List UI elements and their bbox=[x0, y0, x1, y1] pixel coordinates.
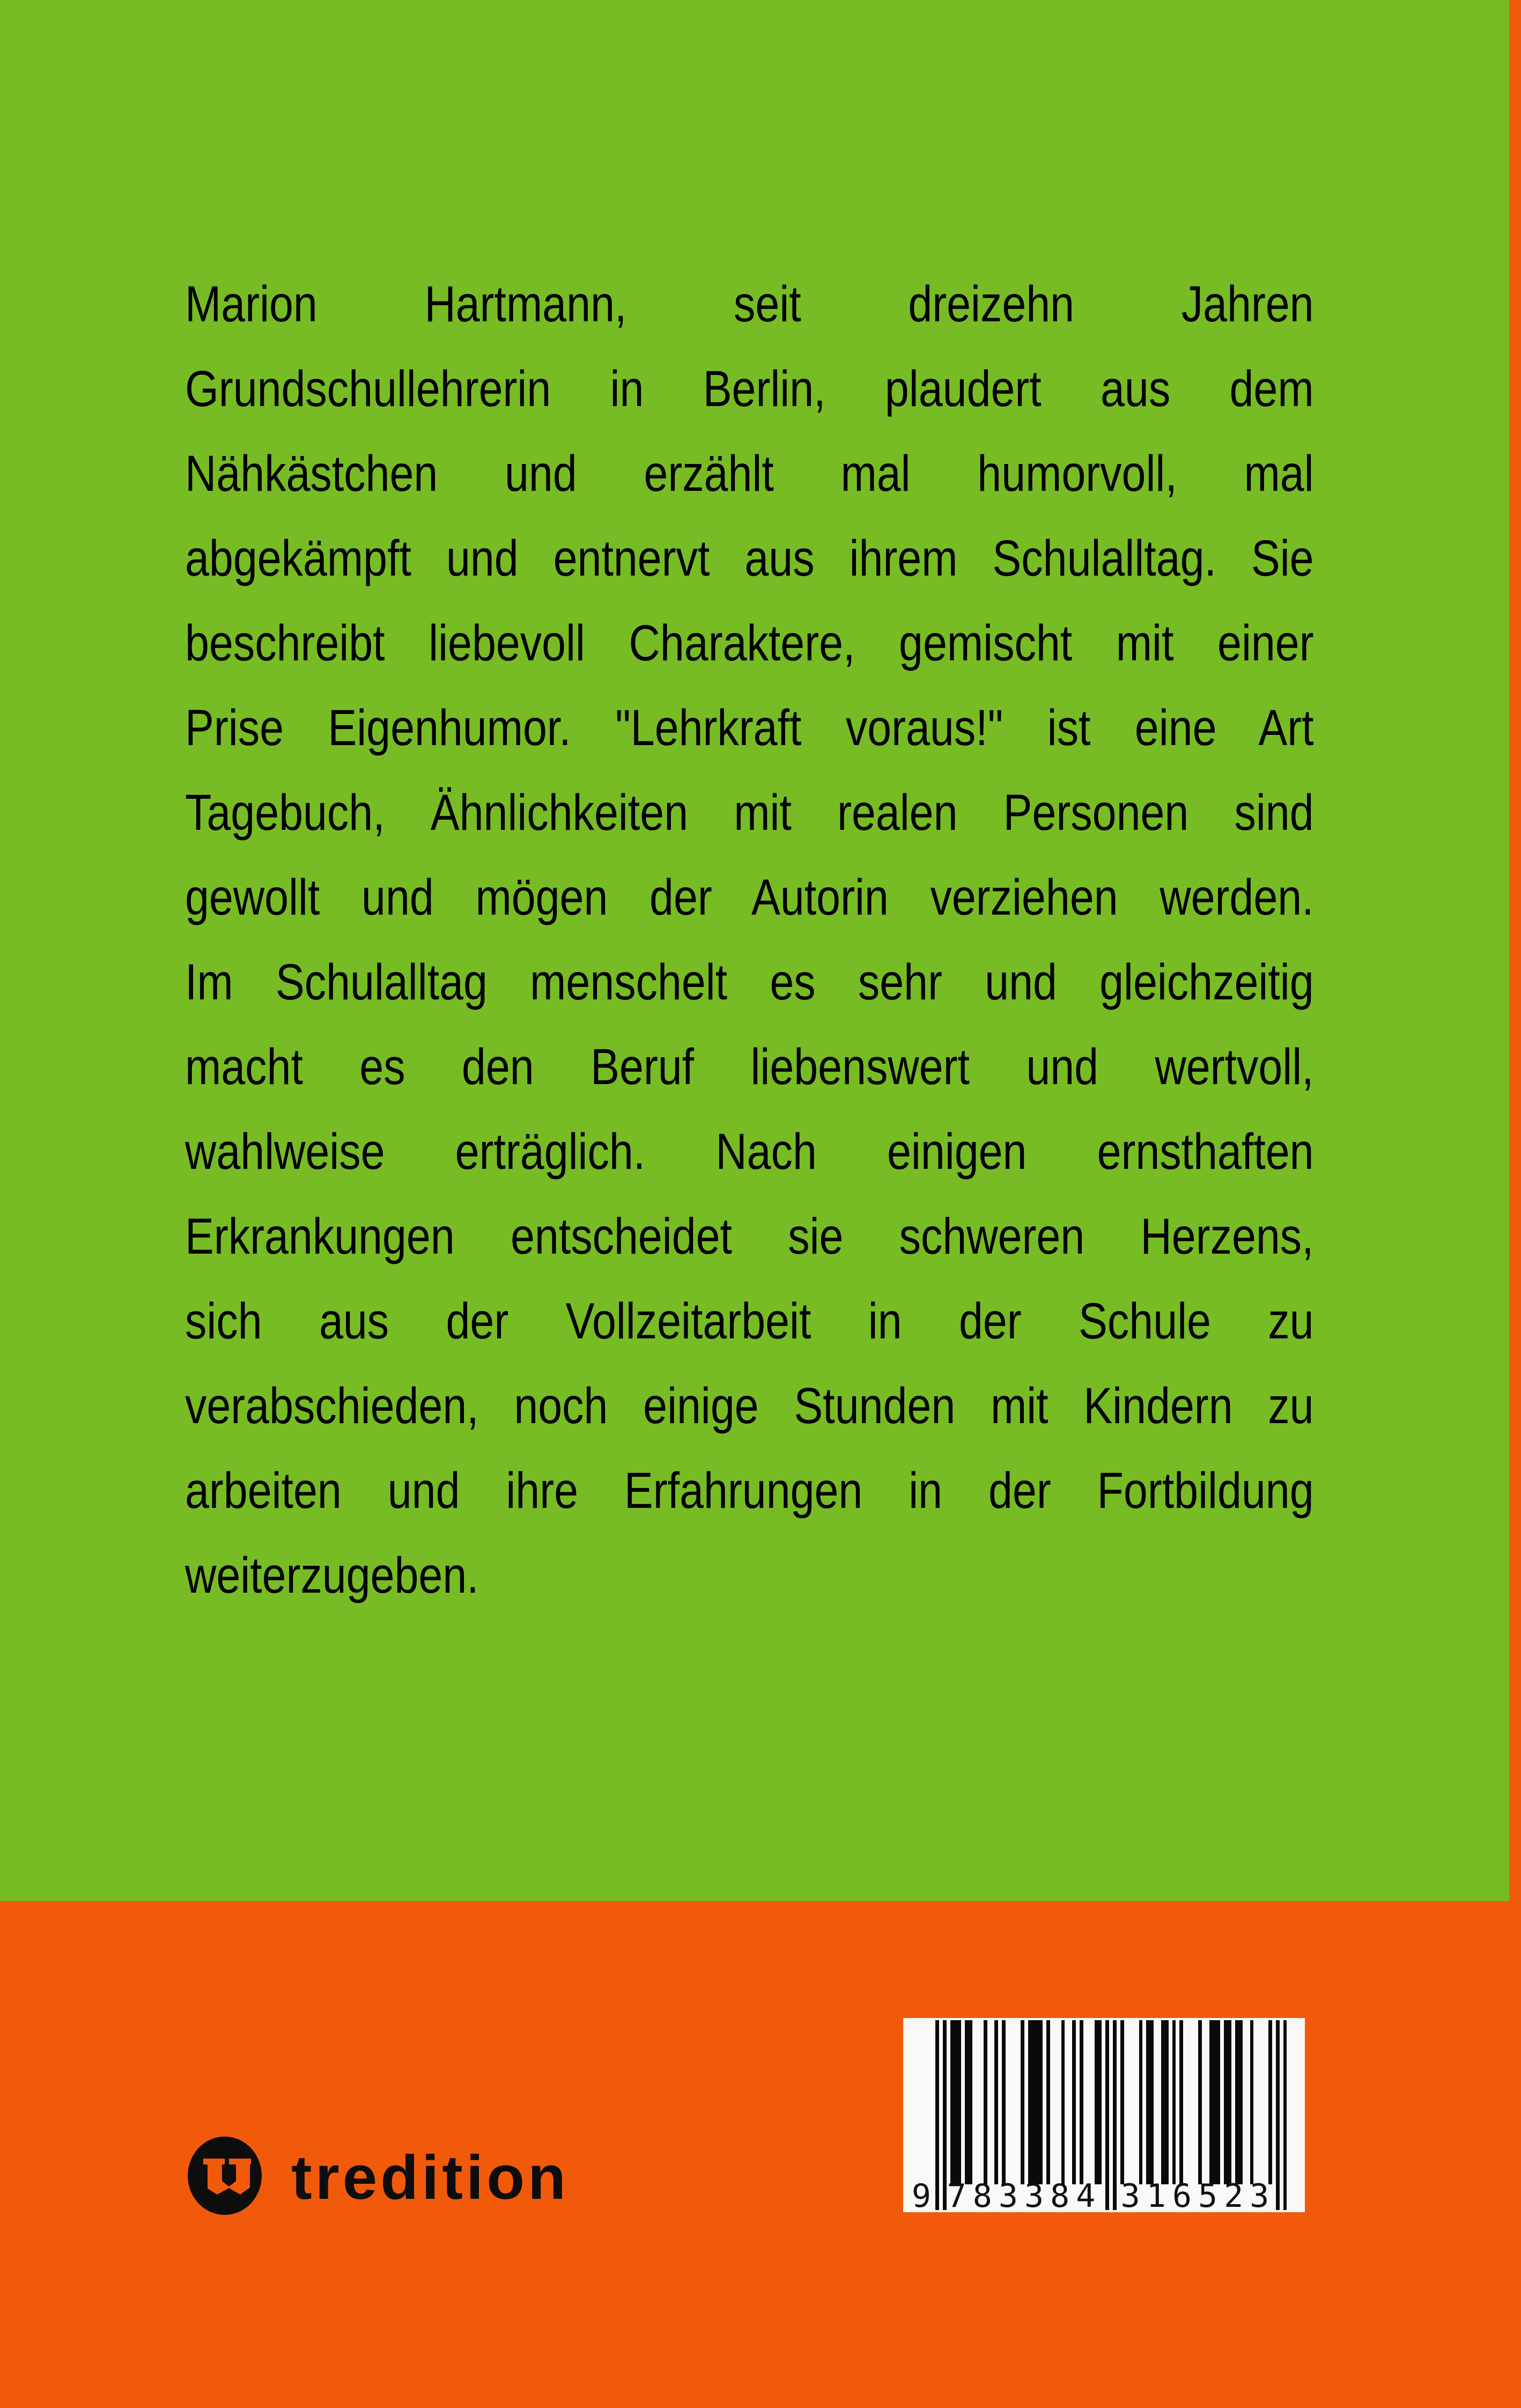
blurb-line: arbeiten und ihre Erfahrungen in der Fortbildung bbox=[185, 1462, 1314, 1519]
tredition-tt-logo-icon bbox=[187, 2137, 262, 2217]
blurb-line: Nähkästchen und erzählt mal humorvoll, mal bbox=[185, 445, 1314, 502]
barcode-bar bbox=[1002, 2020, 1006, 2184]
blurb bbox=[185, 262, 1513, 1618]
blurb-line: weiterzugeben. bbox=[185, 1547, 479, 1604]
barcode-bar bbox=[1276, 2020, 1280, 2210]
barcode-bar bbox=[994, 2020, 998, 2184]
publisher-wordmark: tredition bbox=[291, 2142, 569, 2212]
blurb-line: verabschieden, noch einige Stunden mit Kindern zu bbox=[185, 1378, 1314, 1434]
barcode-bar bbox=[1072, 2020, 1076, 2184]
barcode-digits-left: 783384 bbox=[947, 2177, 1102, 2215]
blurb-line: gewollt und mögen der Autorin verziehen werden. bbox=[185, 869, 1314, 926]
barcode-bar bbox=[1198, 2020, 1202, 2184]
barcode-bar bbox=[1120, 2020, 1124, 2184]
barcode-bar bbox=[1161, 2020, 1169, 2184]
blurb-line: macht es den Beruf liebenswert und wertvoll, bbox=[185, 1039, 1314, 1095]
barcode-bar bbox=[1061, 2020, 1065, 2184]
barcode-bar bbox=[1179, 2020, 1183, 2184]
barcode-bar bbox=[1146, 2020, 1154, 2184]
blurb-line: Im Schulalltag menschelt es sehr und gleichzeitig bbox=[185, 954, 1314, 1011]
blurb-line: abgekämpft und entnervt aus ihrem Schulalltag. Sie bbox=[185, 530, 1314, 587]
logo-circle bbox=[188, 2137, 262, 2215]
barcode-bar bbox=[1080, 2020, 1083, 2184]
barcode-bar bbox=[984, 2020, 987, 2184]
barcode-bar bbox=[1113, 2020, 1117, 2210]
isbn-barcode bbox=[903, 2018, 1305, 2215]
barcode-bar bbox=[1283, 2020, 1287, 2210]
blurb-line: Grundschullehrerin in Berlin, plaudert aus dem bbox=[185, 360, 1314, 417]
blurb-line: wahlweise erträglich. Nach einigen ernsthaften bbox=[185, 1123, 1314, 1180]
barcode-bar bbox=[1139, 2020, 1143, 2184]
barcode-bar bbox=[1209, 2020, 1221, 2184]
blurb-line: Tagebuch, Ähnlichkeiten mit realen Personen sind bbox=[185, 784, 1314, 841]
blurb-line: Erkrankungen entscheidet sie schweren Herzens, bbox=[185, 1208, 1314, 1265]
barcode-bar bbox=[1250, 2020, 1254, 2184]
blurb-line: Marion Hartmann, seit dreizehn Jahren bbox=[185, 276, 1314, 333]
barcode-bar bbox=[1021, 2020, 1024, 2184]
barcode-bar bbox=[1105, 2020, 1109, 2210]
barcode-bar bbox=[943, 2020, 947, 2210]
blurb-line: beschreibt liebevoll Charaktere, gemischt mit einer bbox=[185, 615, 1314, 672]
barcode-bar bbox=[1095, 2020, 1102, 2184]
blurb-line: sich aus der Vollzeitarbeit in der Schule zu bbox=[185, 1293, 1314, 1350]
barcode-bar bbox=[1028, 2020, 1043, 2184]
barcode-bar bbox=[935, 2020, 939, 2210]
barcode-bar bbox=[950, 2020, 962, 2184]
barcode-digits-right: 316523 bbox=[1120, 2177, 1276, 2215]
barcode-bar bbox=[965, 2020, 972, 2184]
barcode-bar bbox=[1046, 2020, 1050, 2184]
barcode-digit-lead: 9 bbox=[911, 2177, 931, 2215]
barcode-bar bbox=[1235, 2020, 1243, 2184]
blurb-line: Prise Eigenhumor. "Lehrkraft voraus!" ist eine Art bbox=[185, 699, 1314, 756]
barcode-bar bbox=[1172, 2020, 1176, 2184]
barcode-bar bbox=[1224, 2020, 1231, 2184]
barcode-bar bbox=[1268, 2020, 1272, 2184]
